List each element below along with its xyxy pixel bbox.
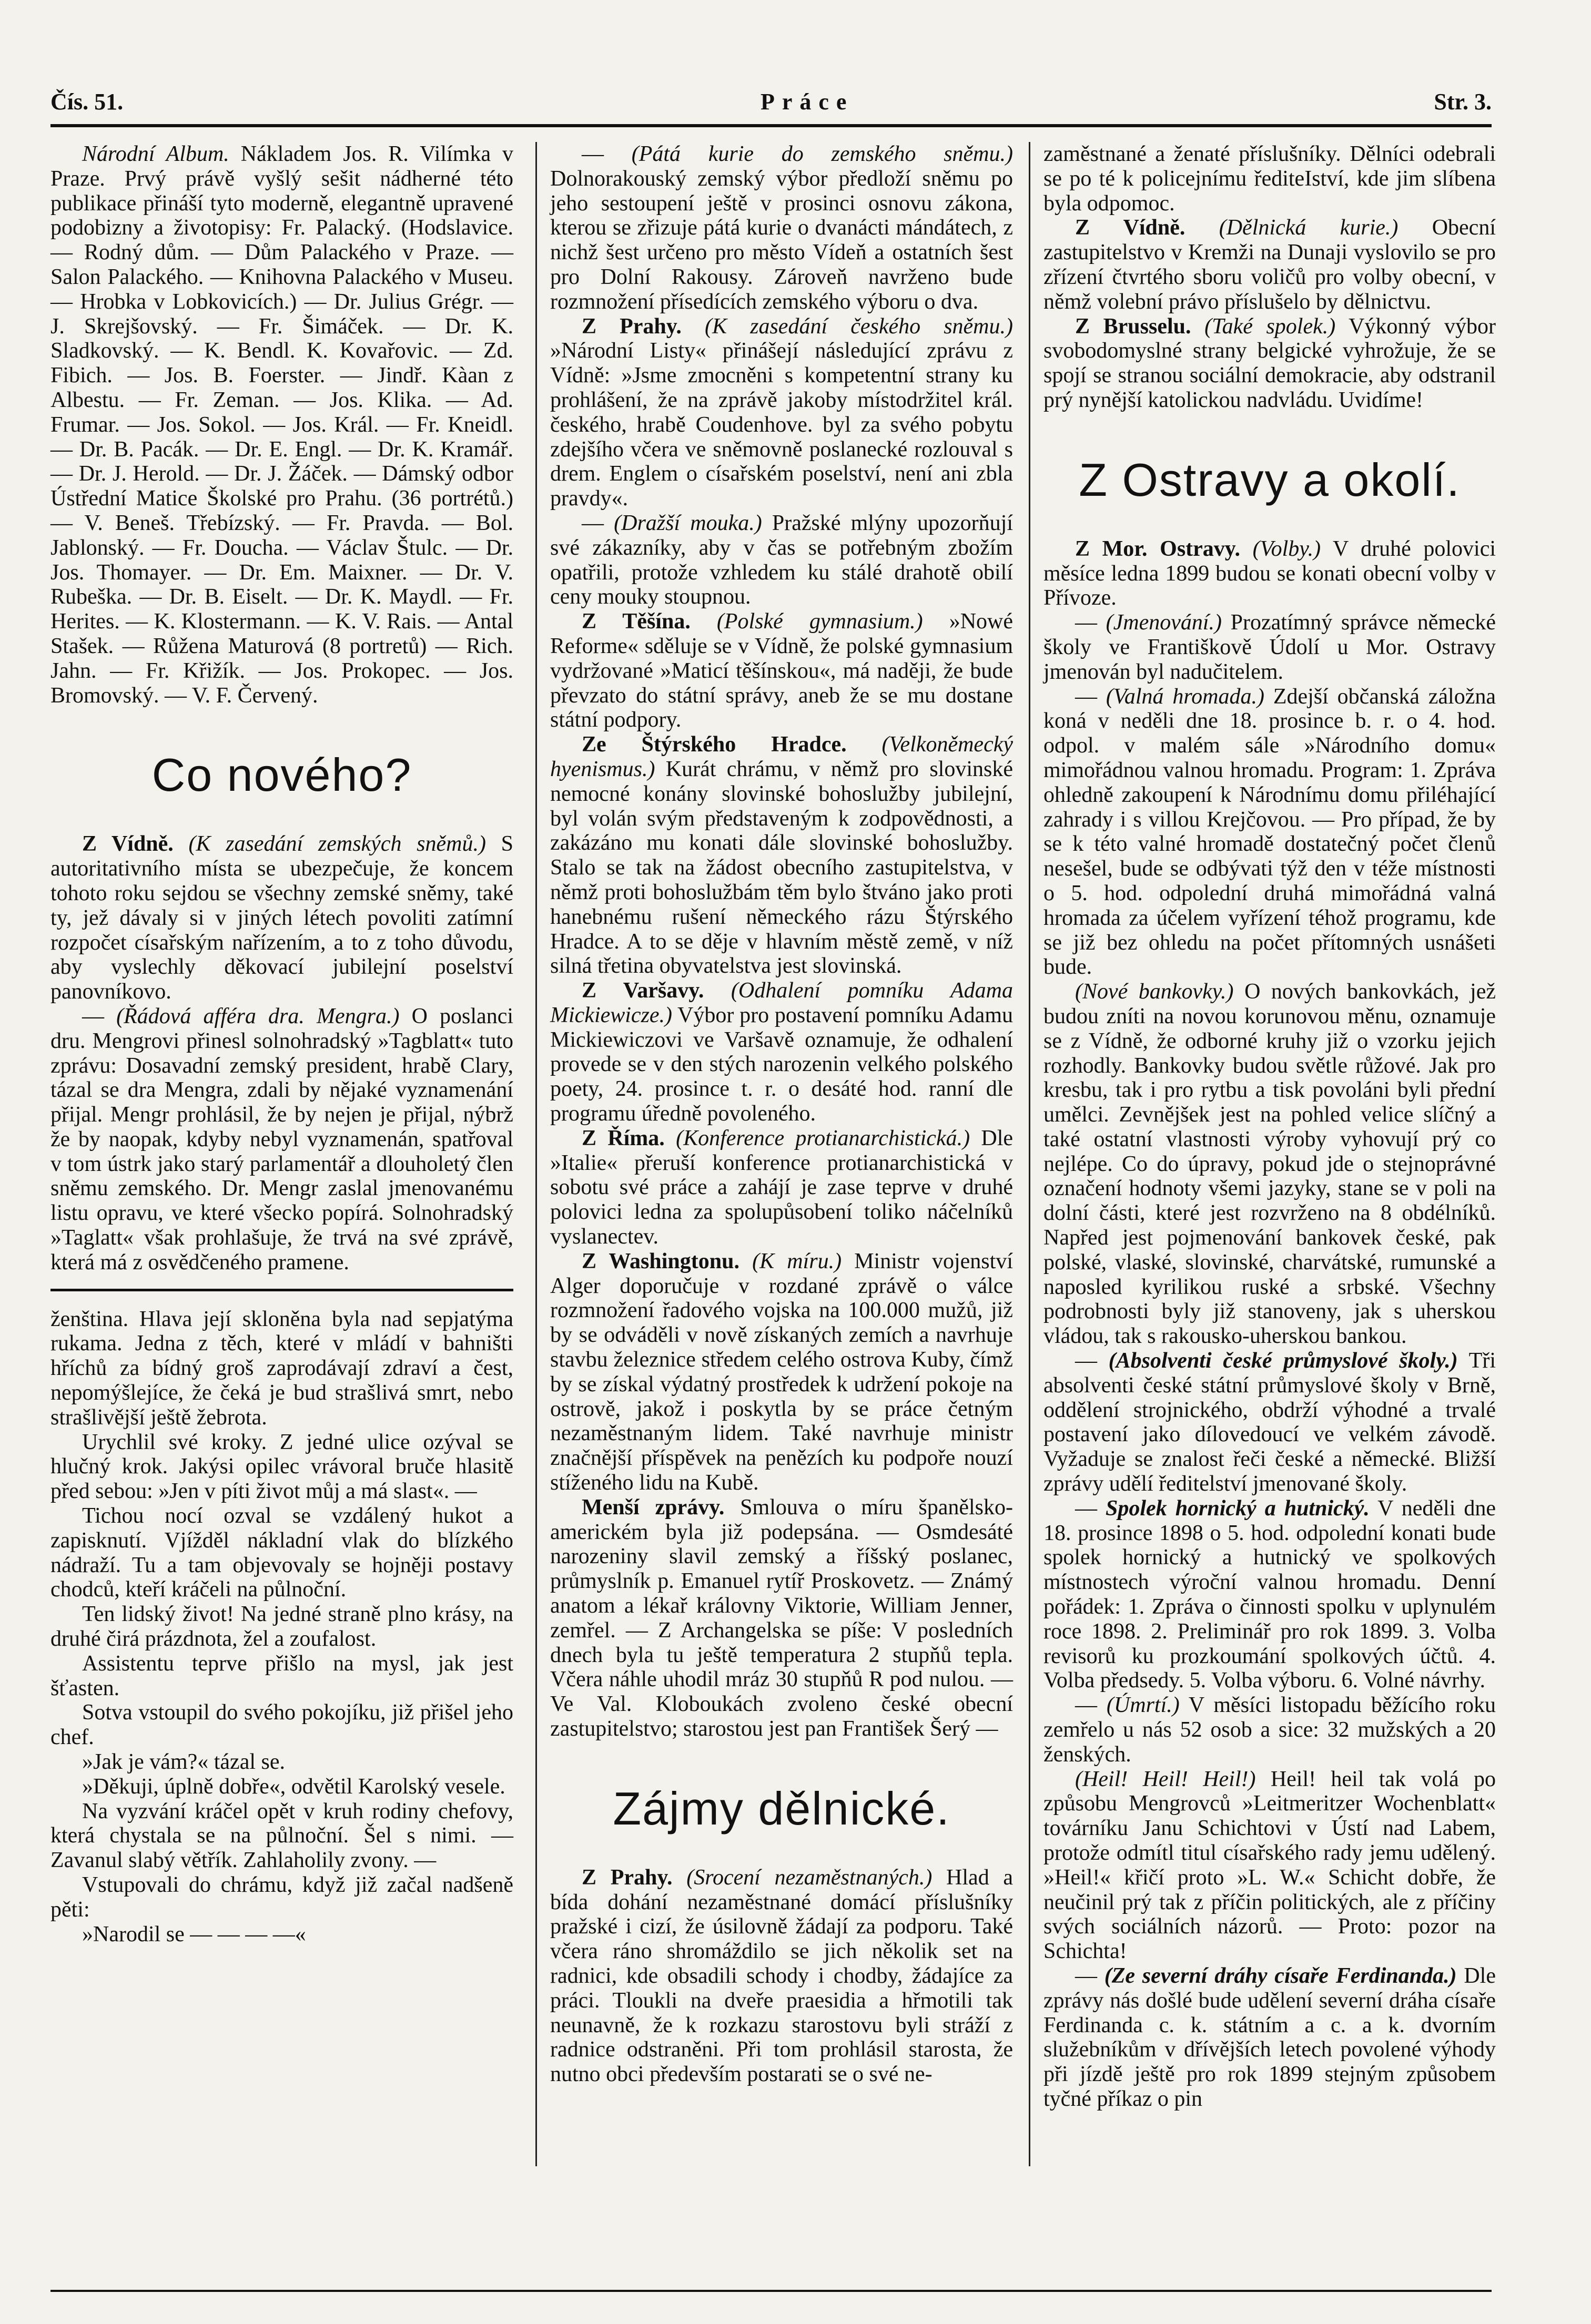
news-item: Z Washingtonu. (K míru.) Ministr vojenství Alger doporučuje v rozdané zprávě o válce rozmnožení řadového vojska na 100.000 mužů, již by se odváděli v nově získaných zemích a navrhuje stavbu železnice středem celého ostrova Kuby, čímž by se získal výdatný prostředek k udržení pokoje na ostrově, jakož i poskytla by se práce četným nezaměstnaným lidem. Také navrhuje ministr značnější příspěvek na penězích ku podpoře nouzí stíženého lidu na Kubě. <box>550 1249 1013 1495</box>
footer-rule <box>50 2290 1492 2292</box>
page-number: Str. 3. <box>1434 89 1492 115</box>
header-rule <box>50 124 1492 127</box>
news-item: — (Ze severní dráhy císaře Ferdinanda.) Dle zprávy nás došlé bude udělení severní dráha císaře Ferdinanda c. k. státním a c. a k. dvorním služebníkům v dřívějších letech povolené výhody při jízdě ještě pro rok 1899 stejným způsobem tyčné příkaz o pin <box>1043 1963 1496 2111</box>
issue-number: Čís. 51. <box>50 89 124 115</box>
page-header <box>50 79 1492 121</box>
feuilleton-separator <box>50 1289 513 1291</box>
news-item: Menší zprávy. Smlouva o míru španělsko-americkém byla již podepsána. — Osmdesáté narozeniny slavil zemský a říšský poslanec, průmyslník p. Emanuel rytíř Proskovetz. — Známý anatom a lékař královny Viktorie, William Jenner, zemřel. — Z Archangelska se píše: V posledních dnech byla tu ještě temperatura 2 stupňů tepla. Včera náhle uhodil mráz 30 stupňů R pod nulou. — Ve Val. Kloboukách zvoleno české obecní zastupitelstvo; starostou jest pan František Šerý — <box>550 1495 1013 1741</box>
news-item: — (Valná hromada.) Zdejší občanská záložna koná v neděli dne 18. prosince b. r. o 4. hod. odpol. v malém sále »Národního domu« mimořádnou valnou hromadu. Program: 1. Zpráva ohledně zakoupení k Národnímu domu přiléhající zahrady i s villou Krejčovou. — Pro případ, že by se k této valné hromadě dostatečný počet členů nesešel, bude se odbývati týž den v téže místnosti o 5. hod. odpolední druhá mimořádná valná hromada za účelem vyřízení téhož programu, kde se již bez ohledu na počet přítomných usnášeti bude. <box>1043 684 1496 980</box>
news-item: Z Varšavy. (Odhalení pomníku Adama Mickiewicze.) Výbor pro postavení pomníku Adamu Mickiewiczovi ve Varšavě oznamuje, že odhalení provede se v den stých narozenin velkého polského poety, 24. prosince t. r. o desáté hod. ranní dle programu úředně povoleného. <box>550 978 1014 1126</box>
column-divider <box>535 142 537 2166</box>
news-item: — (Dražší mouka.) Pražské mlýny upozorňují své zákazníky, aby v čas se potřebným zbožím opatřili, protože vzhledem ku stálé drahotě obilí ceny mouky stoupnou. <box>550 511 1014 609</box>
section-heading-co-noveho: Co nového? <box>151 749 412 801</box>
section-heading-zajmy-delnicke: Zájmy dělnické. <box>613 1782 950 1834</box>
story-paragraph: Tichou nocí ozval se vzdálený hukot a zapisknutí. Vjížděl nákladní vlak do blízkého nádraží. Tu a tam objevovaly se hojněji postavy chodců, kteří kráčeli na půlnoční. <box>50 1504 513 1602</box>
story-paragraph: Sotva vstoupil do svého pokojíku, již přišel jeho chef. <box>50 1700 513 1750</box>
news-item: Z Těšína. (Polské gymnasium.) »Nowé Reforme« sděluje se v Vídně, že polské gymnasium vydržované »Maticí těšínskou«, má naději, že bude převzato do státní správy, aneb že se mu dostane státní podpory. <box>550 609 1013 732</box>
news-item: (Nové bankovky.) O nových bankovkách, jež budou zníti na novou korunovou měnu, oznamuje se z Vídně, že odborné kruhy již o vzorku jejich rozhodly. Bankovky budou světle růžové. Jak pro kresbu, tak i pro rytbu a tisk povoláni byli přední umělci. Zevnějšek jest na pohled velice slíčný a také ostatní vlastnosti výroby vyhovují prý co nejlépe. Co do úpravy, pokud jde o stejnoprávné označení hodnoty všemi jazyky, stane se v poli na dolní části, které jest rozvrženo na 8 obdélníků. Napřed jest pojmenování bankovek české, pak polské, vlaské, slovinské, charvátské, rumunské a naposled kyrilikou ruské a srbské. Všechny podrobnosti byly již stanoveny, jak s uherskou vládou, tak s rakousko-uherskou bankou. <box>1043 980 1496 1349</box>
article-narodni-album: Národní Album. Nákladem Jos. R. Vilímka v Praze. Prvý právě vyšlý sešit nádherné této publikace přináší tyto moderně, elegantně upravené podobizny a životopisy: Fr. Palacký. (Hodslavice. — Rodný dům. — Dům Palackého v Praze. — Salon Palackého. — Knihovna Palackého v Museu. — Hrobka v Lobkovicích.) — Dr. Julius Grégr. — J. Skrejšovský. — Fr. Šimáček. — Dr. K. Sladkovský. — K. Bendl. K. Kovařovic. — Zd. Fibich. — Jos. B. Foerster. — Jindř. Kàan z Albestu. — Fr. Zeman. — Jos. Klika. — Ad. Frumar. — Jos. Sokol. — Jos. Král. — Fr. Kneidl. — Dr. B. Pacák. — Dr. E. Engl. — Dr. K. Kramář. — Dr. J. Herold. — Dr. J. Žáček. — Dámský odbor Ústřední Matice Školské pro Prahu. (36 portrétů.) — V. Beneš. Třebízský. — Fr. Pravda. — Bol. Jablonský. — Fr. Doucha. — Václav Štulc. — Dr. Jos. Thomayer. — Dr. Em. Maixner. — Dr. V. Rubeška. — Dr. B. Eiselt. — Dr. K. Maydl. — Fr. Herites. — K. Klostermann. — K. V. Rais. — Antal Stašek. — Růžena Maturová (8 portretů) — Rich. Jahn. — Fr. Křižík. — Jos. Prokopec. — Jos. Bromovský. — V. F. Červený. <box>50 142 513 708</box>
column-1 <box>50 142 513 1946</box>
story-paragraph: Na vyzvání kráčel opět v kruh rodiny chefovy, která chystala se na půlnoční. Šel s nimi. — Zavanul slabý větřík. Zahlaholily zvony. — <box>50 1799 513 1873</box>
story-paragraph: »Narodil se — — — —« <box>82 1922 306 1946</box>
news-item: zaměstnané a ženaté příslušníky. Dělníci odebrali se po té k policejnímu řediteIství, kde jim slíbena byla odpomoc. <box>1043 142 1496 216</box>
story-paragraph: »Jak je vám?« tázal se. <box>82 1750 285 1775</box>
news-item: — Spolek hornický a hutnický. V neděli dne 18. prosince 1898 o 5. hod. odpolední konati bude spolek hornický a hutnický ve spolkových místnostech výroční valnou hromadu. Denní pořádek: 1. Zpráva o činnosti spolku v uplynulém roce 1898. 2. Preliminář pro rok 1899. 3. Volba revisorů ku prozkoumání spolkových účtů. 4. Volba předsedy. 5. Volba výboru. 6. Volné návrhy. <box>1043 1496 1496 1693</box>
news-item: Z Prahy. (K zasedání českého sněmu.) »Národní Listy« přinášejí následující zprávu z Vídně: »Jsme zmocněni s kompetentní strany ku prohlášení, že na zprávě jakoby místodržitel král. českého, hrabě Coudenhove. byl za svého pobytu zdejšího včera ve sněmovně poslanecké rozlouval s drem. Englem o císařském poselství, není ani zbla pravdy«. <box>550 314 1013 511</box>
news-item: Z Vídně. (Dělnická kurie.) Obecní zastupitelstvo v Kremži na Dunaji vyslovilo se pro zřízení čtvrtého sboru voličů pro volby obecní, v němž volební právo příslušelo by dělnictvu. <box>1043 216 1496 314</box>
news-item: Ze Štýrského Hradce. (Velkoněmecký hyenismus.) Kurát chrámu, v němž pro slovinské nemocné konány slovinské bohoslužby jubilejní, byl volán svým představeným k zodpovědnosti, a zakázáno mu konati dále slovinské bohoslužby. Stalo se tak na žádost obecního zastupitelstva, v němž proti bohoslužbám těm bylo štváno jako proti hanebnému rušení německého rázu Štýrského Hradce. A to se děje v hlavním městě země, v níž silná třetina obyvatelstva jest slovinská. <box>550 732 1013 978</box>
news-item: Z Prahy. (Srocení nezaměstnaných.) Hlad a bída dohání nezaměstnané domácí příslušníky pražské i cizí, že úsilovně žádají za podporu. Také včera ráno shromáždilo se jich několik set na radnici, kde obsadili schody i chodby, žádajíce za práci. Tloukli na dveře praesidia a hřmotili tak neunavně, že k rozkazu starostovu byli stráží z radnice odstraněni. Při tom prohlásil starosta, že nutno obci především postarati se o své ne- <box>550 1865 1014 2087</box>
column-2 <box>550 142 1013 2087</box>
story-paragraph: Vstupovali do chrámu, když již začal nadšeně pěti: <box>50 1873 513 1922</box>
story-paragraph: »Děkuji, úplně dobře«, odvětil Karolský vesele. <box>82 1774 505 1799</box>
story-paragraph: Ten lidský život! Na jedné straně plno krásy, na druhé čirá prázdnota, žel a zoufalost. <box>50 1602 513 1652</box>
section-heading-z-ostravy: Z Ostravy a okolí. <box>1079 453 1461 506</box>
news-item: — (Absolventi české průmyslové školy.) Tři absolventi české státní průmyslové školy v Brně, oddělení strojnického, obdrží výhodné a trvalé postavení jako dílovedoucí ve velkém závodě. Vyžaduje se znalost řeči české a německé. Bližší zprávy udělí ředitelství jmenované školy. <box>1043 1349 1496 1496</box>
news-item: — (Jmenování.) Prozatímný správce německé školy ve Františkově Údolí u Mor. Ostravy jmenován byl nadučitelem. <box>1043 610 1496 684</box>
news-item: — (Úmrtí.) V měsíci listopadu běžícího roku zemřelo u nás 52 osob a sice: 32 mužských a 20 ženských. <box>1043 1693 1496 1767</box>
news-item: Z Brusselu. (Také spolek.) Výkonný výbor svobodomyslné strany belgické vyhrožuje, že se spojí se stranou sociální demokracie, aby odstranil prý nynější katolickou nadvládu. Uvidíme! <box>1043 314 1496 412</box>
newspaper-title: Práce <box>761 89 854 115</box>
news-item: — (Pátá kurie do zemského sněmu.) Dolnorakouský zemský výbor předloží sněmu po jeho sestoupení ještě v prosinci osnovu zákona, kterou se zřizuje pátá kurie o dvanácti mándátech, z nichž šest určeno pro město Vídeň a ostatních šest pro Dolní Rakousy. Zároveň navrženo bude rozmnožení přísedících zemského výboru o dva. <box>550 142 1014 314</box>
news-item: Z Vídně. (K zasedání zemských sněmů.) S autoritativního místa se ubezpečuje, že koncem tohoto roku sejdou se všechny zemské sněmy, také ty, jež dávaly si v jiných létech povoliti zatímní rozpočet císařským nařízením, a to z toho důvodu, aby vyslechly děkovací jubilejní poselství panovníkovo. <box>50 832 513 1004</box>
story-paragraph: Urychlil své kroky. Z jedné ulice ozýval se hlučný krok. Jakýsi opilec vrávoral bruče hlasitě před sebou: »Jen v píti život můj a má slast«. — <box>50 1430 513 1504</box>
column-3 <box>1043 142 1496 2112</box>
column-divider <box>1029 142 1030 2166</box>
news-item: (Heil! Heil! Heil!) Heil! heil tak volá po způsobu Mengrovců »Leitmeritzer Wochenblatt« továrníku Janu Schichtovi v Ústí nad Labem, protože odmítl titul císařského rady jemu udělený. »Heil!« křičí proto »L. W.« Schicht dobře, že neučinil prý tak z příčin politických, ale z příčiny svých sociálních názorů. — Proto: pozor na Schichta! <box>1043 1767 1496 1964</box>
story-paragraph: ženština. Hlava její skloněna byla nad sepjatýma rukama. Jedna z těch, které v mládí v bahništi hříchů za bídný groš zaprodávají zdraví a čest, nepomýšlejíce, že čeká je bud strašlivá smrt, nebo strašlivější ještě žebrota. <box>50 1307 513 1430</box>
news-item: — (Řádová afféra dra. Mengra.) O poslanci dru. Mengrovi přinesl solnohradský »Tagblatt« tuto zprávu: Dosavadní zemský president, hrabě Clary, tázal se dra Mengra, zdali by nějaké vyznamenání přijal. Mengr prohlásil, že by nejen je přijal, nýbrž že by naopak, kdyby nebyl vyznamenán, spatřoval v tom ústrk jako starý parlamentář a dlouholetý člen sněmu zemského. Dr. Mengr zaslal jmenovanému listu opravu, ve které všecko popírá. Solnohradský »Taglatt« však prohlašuje, že trvá na své zprávě, která má z osvědčeného pramene. <box>50 1004 514 1275</box>
news-item: Z Říma. (Konference protianarchistická.) Dle »Italie« přeruší konference protianarchistická v sobotu své práce a zahájí je zase teprve v druhé polovici ledna za spolupůsobení toliko náčelníků vyslanectev. <box>550 1126 1014 1249</box>
story-paragraph: Assistentu teprve přišlo na mysl, jak jest šťasten. <box>50 1651 513 1700</box>
news-item: Z Mor. Ostravy. (Volby.) V druhé polovici měsíce ledna 1899 budou se konati obecní volby v Přívoze. <box>1043 536 1496 610</box>
